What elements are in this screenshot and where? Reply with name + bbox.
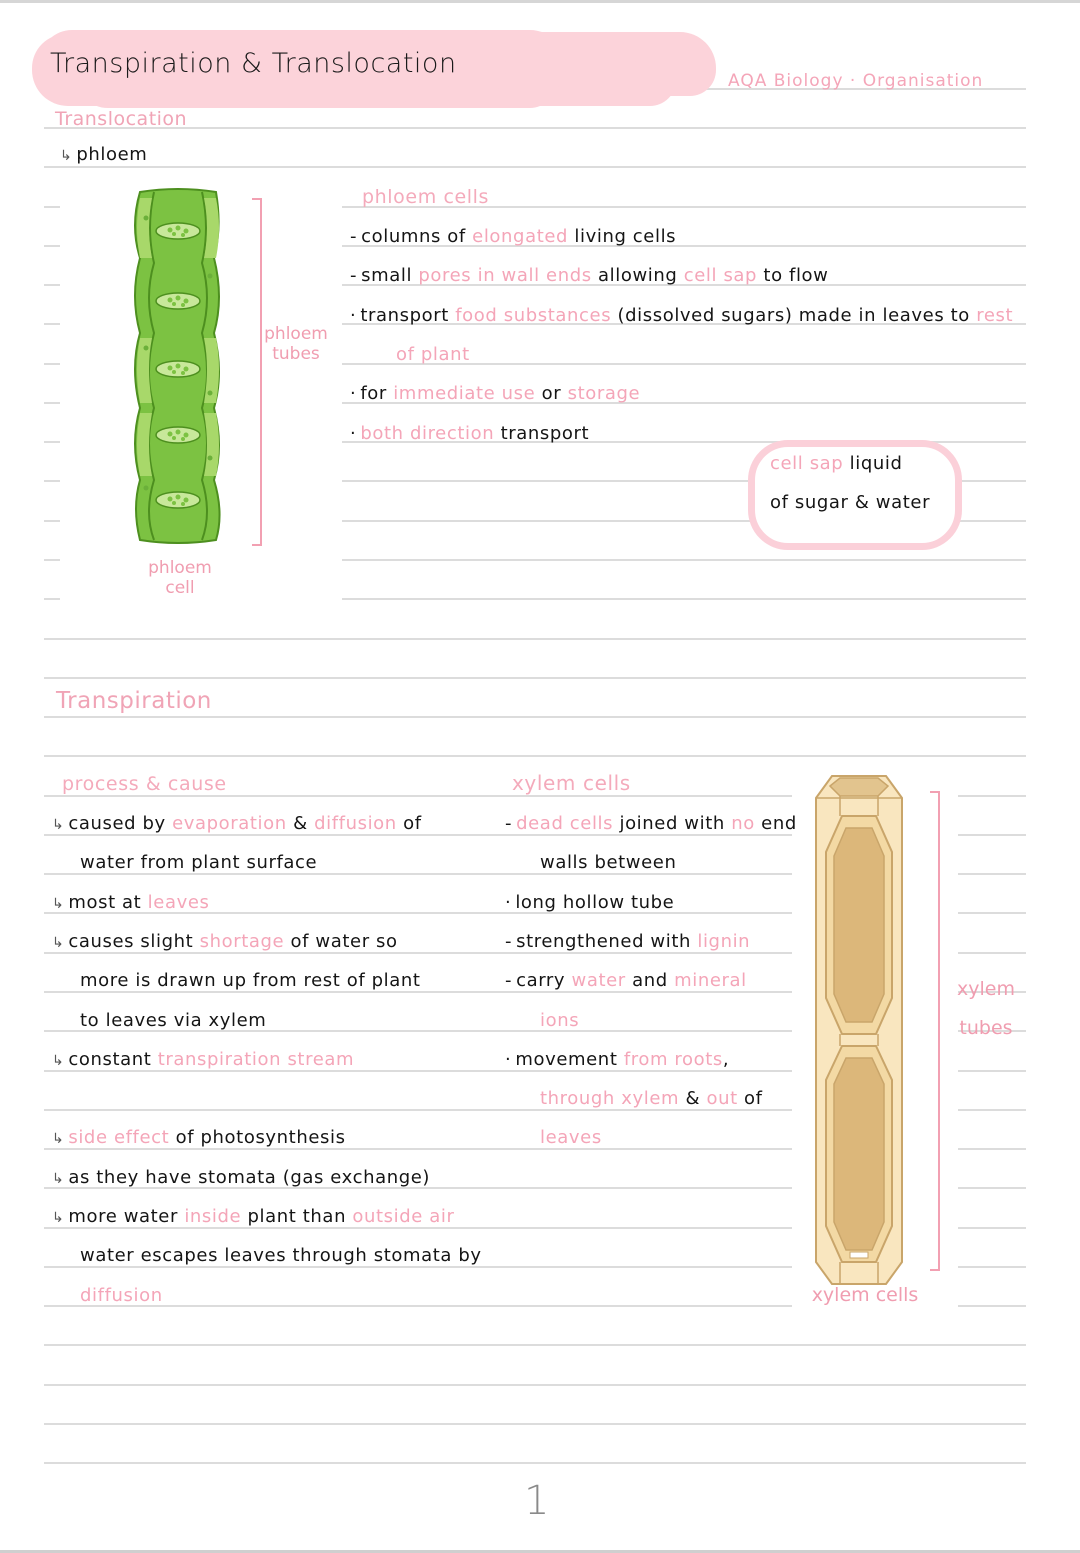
arrow-icon: ↳: [52, 1052, 65, 1069]
process-cause-heading: process & cause: [62, 773, 227, 795]
note-line: [52, 1167, 430, 1190]
note-line: [505, 931, 750, 953]
subheading-phloem: [60, 144, 147, 167]
xylem-cells-caption: xylem cells: [811, 1284, 919, 1306]
rule-line: [44, 520, 60, 522]
arrow-icon: ↳: [52, 817, 65, 833]
arrow-icon: ↳: [52, 1210, 65, 1226]
label-line: phloem: [264, 324, 328, 344]
rule-line: [44, 559, 60, 561]
page-number: 1: [524, 1478, 550, 1524]
key-term: food substances: [455, 304, 612, 326]
note-text: more is drawn up from rest of plant: [80, 970, 421, 992]
bullet: -: [350, 265, 358, 287]
bullet: ·: [505, 891, 512, 913]
rule-line: [44, 1344, 1026, 1346]
xylem-tubes-bracket: [930, 791, 940, 1271]
bullet: ·: [350, 304, 357, 326]
note-line: [350, 423, 589, 445]
rule-line: [958, 1305, 1026, 1307]
callout-text: liquid: [843, 453, 903, 474]
note-line: [350, 305, 1013, 327]
note-text: (dissolved sugars) made in leaves to: [611, 304, 977, 326]
rule-line: [44, 323, 60, 325]
note-line: [505, 970, 747, 992]
key-term: leaves: [540, 1127, 602, 1149]
note-text: to flow: [757, 265, 829, 287]
note-line: [396, 344, 470, 366]
key-term: both direction: [360, 422, 495, 444]
rule-line: [44, 127, 1026, 129]
note-text: constant: [68, 1048, 158, 1070]
key-term: cell sap: [683, 265, 758, 287]
note-line: [52, 1206, 455, 1229]
rule-line: [44, 1423, 1026, 1425]
caption-line: cell: [165, 578, 195, 598]
note-text: allowing: [591, 265, 684, 287]
rule-line: [958, 834, 1026, 836]
key-term: no: [731, 813, 755, 834]
xylem-cells-heading: xylem cells: [512, 771, 631, 795]
key-term: outside air: [352, 1206, 455, 1227]
note-text: long hollow tube: [515, 891, 675, 913]
key-term: shortage: [199, 930, 285, 952]
key-term: from roots: [623, 1048, 723, 1070]
rule-line: [44, 480, 60, 482]
note-line: [80, 1285, 163, 1307]
rule-line: [44, 284, 60, 286]
key-term: evaporation: [172, 813, 287, 834]
key-term: transpiration stream: [157, 1048, 355, 1070]
note-text: of water so: [284, 930, 398, 952]
callout-line-2: of sugar & water: [770, 492, 931, 513]
rule-line: [958, 1187, 1026, 1189]
phloem-cell-caption: [140, 558, 220, 598]
callout-line-1: [770, 453, 903, 475]
note-text: or: [535, 383, 568, 405]
top-border: [0, 0, 1080, 3]
rule-line: [958, 1227, 1026, 1229]
rule-line: [44, 1384, 1026, 1386]
note-text: transport: [494, 422, 590, 444]
bullet: -: [505, 970, 513, 992]
rule-line: [44, 402, 60, 404]
rule-line: [958, 952, 1026, 954]
rule-line: [342, 598, 1026, 600]
note-text: &: [286, 813, 315, 834]
key-term: pores in wall ends: [418, 265, 592, 287]
note-line: [52, 813, 422, 836]
note-text: ,: [722, 1048, 730, 1070]
rule-line: [342, 559, 1026, 561]
rule-line: [44, 166, 1026, 168]
key-term: inside: [184, 1206, 242, 1227]
note-text: carry: [516, 970, 572, 992]
arrow-icon: ↳: [60, 148, 73, 164]
note-text: caused by: [68, 813, 173, 834]
key-term: rest: [976, 304, 1014, 326]
note-text: as they have stomata (gas exchange): [68, 1166, 431, 1188]
key-term: water: [571, 970, 626, 992]
note-line: [80, 1245, 482, 1267]
rule-line: [44, 206, 60, 208]
rule-line: [44, 441, 60, 443]
note-line: [350, 383, 640, 405]
section-heading-transpiration: Transpiration: [56, 688, 212, 714]
rule-line: [44, 716, 1026, 718]
rule-line: [958, 1109, 1026, 1111]
note-line: [350, 265, 828, 287]
note-text: walls between: [540, 852, 677, 874]
rule-line: [958, 1148, 1026, 1150]
phloem-tubes-label: [262, 324, 330, 364]
note-text: water escapes leaves through stomata by: [80, 1245, 482, 1267]
rule-line: [44, 245, 60, 247]
note-text: to leaves via xylem: [80, 1009, 267, 1031]
note-text: movement: [515, 1048, 624, 1070]
note-text: transport: [360, 304, 456, 326]
note-text: and: [625, 970, 675, 992]
rule-line: [44, 598, 60, 600]
note-text: columns of: [361, 226, 473, 247]
arrow-icon: ↳: [52, 1131, 65, 1148]
note-line: [52, 931, 398, 954]
rule-line: [958, 873, 1026, 875]
label-line: xylem: [957, 978, 1015, 1000]
note-line: [52, 1049, 354, 1072]
phloem-tubes-bracket: [252, 198, 262, 546]
note-line: [505, 813, 797, 835]
key-term: mineral: [674, 970, 747, 992]
bullet: ·: [350, 383, 357, 405]
rule-line: [958, 912, 1026, 914]
xylem-tube-illustration: [812, 772, 906, 1288]
note-text: &: [679, 1088, 707, 1110]
bullet: ·: [505, 1048, 512, 1070]
bullet: -: [505, 930, 513, 952]
subheading-text: phloem: [76, 144, 148, 165]
note-line: [540, 1010, 579, 1032]
rule-line: [44, 638, 1026, 640]
note-text: strengthened with: [516, 930, 698, 952]
rule-line: [44, 677, 1026, 679]
key-term: storage: [567, 383, 641, 405]
key-term: immediate use: [393, 383, 536, 405]
phloem-tube-illustration: [132, 188, 224, 544]
rule-line: [958, 1070, 1026, 1072]
rule-line: [958, 1266, 1026, 1268]
rule-line: [44, 795, 792, 797]
note-line: [505, 1049, 729, 1071]
key-term: lignin: [697, 930, 751, 952]
note-line: [80, 1010, 266, 1032]
note-text: water from plant surface: [80, 852, 318, 874]
arrow-icon: ↳: [52, 895, 65, 912]
rule-line: [958, 795, 1026, 797]
note-line: [505, 892, 674, 914]
key-term: diffusion: [314, 813, 397, 834]
note-line: [540, 852, 677, 874]
rule-line: [44, 363, 60, 365]
page-title: Transpiration & Translocation: [50, 48, 457, 79]
label-line: tubes: [272, 344, 320, 364]
arrow-icon: ↳: [52, 934, 65, 951]
note-line: [80, 970, 421, 992]
note-line: [540, 1127, 602, 1149]
key-term: of plant: [396, 343, 470, 365]
section-heading-translocation: Translocation: [55, 108, 188, 130]
note-text: most at: [68, 891, 148, 913]
key-term: out: [706, 1088, 738, 1110]
key-term: through xylem: [540, 1088, 680, 1110]
note-text: of: [396, 813, 422, 834]
caption-line: phloem: [148, 558, 212, 578]
note-text: living cells: [568, 226, 677, 247]
key-term: dead cells: [516, 813, 614, 834]
course-tag: AQA Biology · Organisation: [728, 71, 984, 91]
label-line: tubes: [959, 1017, 1013, 1039]
note-line: [80, 852, 317, 874]
key-term: side effect: [68, 1127, 170, 1149]
bullet: -: [350, 226, 358, 247]
rule-line: [44, 1462, 1026, 1464]
bullet: -: [505, 813, 513, 834]
key-term: ions: [540, 1009, 580, 1031]
arrow-icon: ↳: [52, 1170, 65, 1187]
bullet: ·: [350, 422, 357, 444]
note-text: joined with: [613, 813, 732, 834]
phloem-cells-heading: phloem cells: [362, 186, 490, 208]
note-text: end: [754, 813, 797, 834]
note-line: [540, 1088, 763, 1110]
note-text: small: [361, 265, 419, 287]
note-text: causes slight: [68, 930, 200, 952]
note-line: [350, 226, 676, 248]
note-text: of photosynthesis: [169, 1127, 346, 1149]
callout-term: cell sap: [770, 453, 844, 474]
xylem-tubes-label: [950, 970, 1022, 1048]
note-text: for: [360, 383, 394, 405]
note-text: plant than: [241, 1206, 353, 1227]
note-text: of: [737, 1088, 763, 1110]
note-line: [52, 892, 209, 915]
note-text: more water: [68, 1206, 185, 1227]
key-term: diffusion: [80, 1284, 163, 1306]
key-term: elongated: [472, 226, 569, 247]
note-line: [52, 1127, 346, 1150]
rule-line: [44, 755, 1026, 757]
key-term: leaves: [147, 891, 210, 913]
